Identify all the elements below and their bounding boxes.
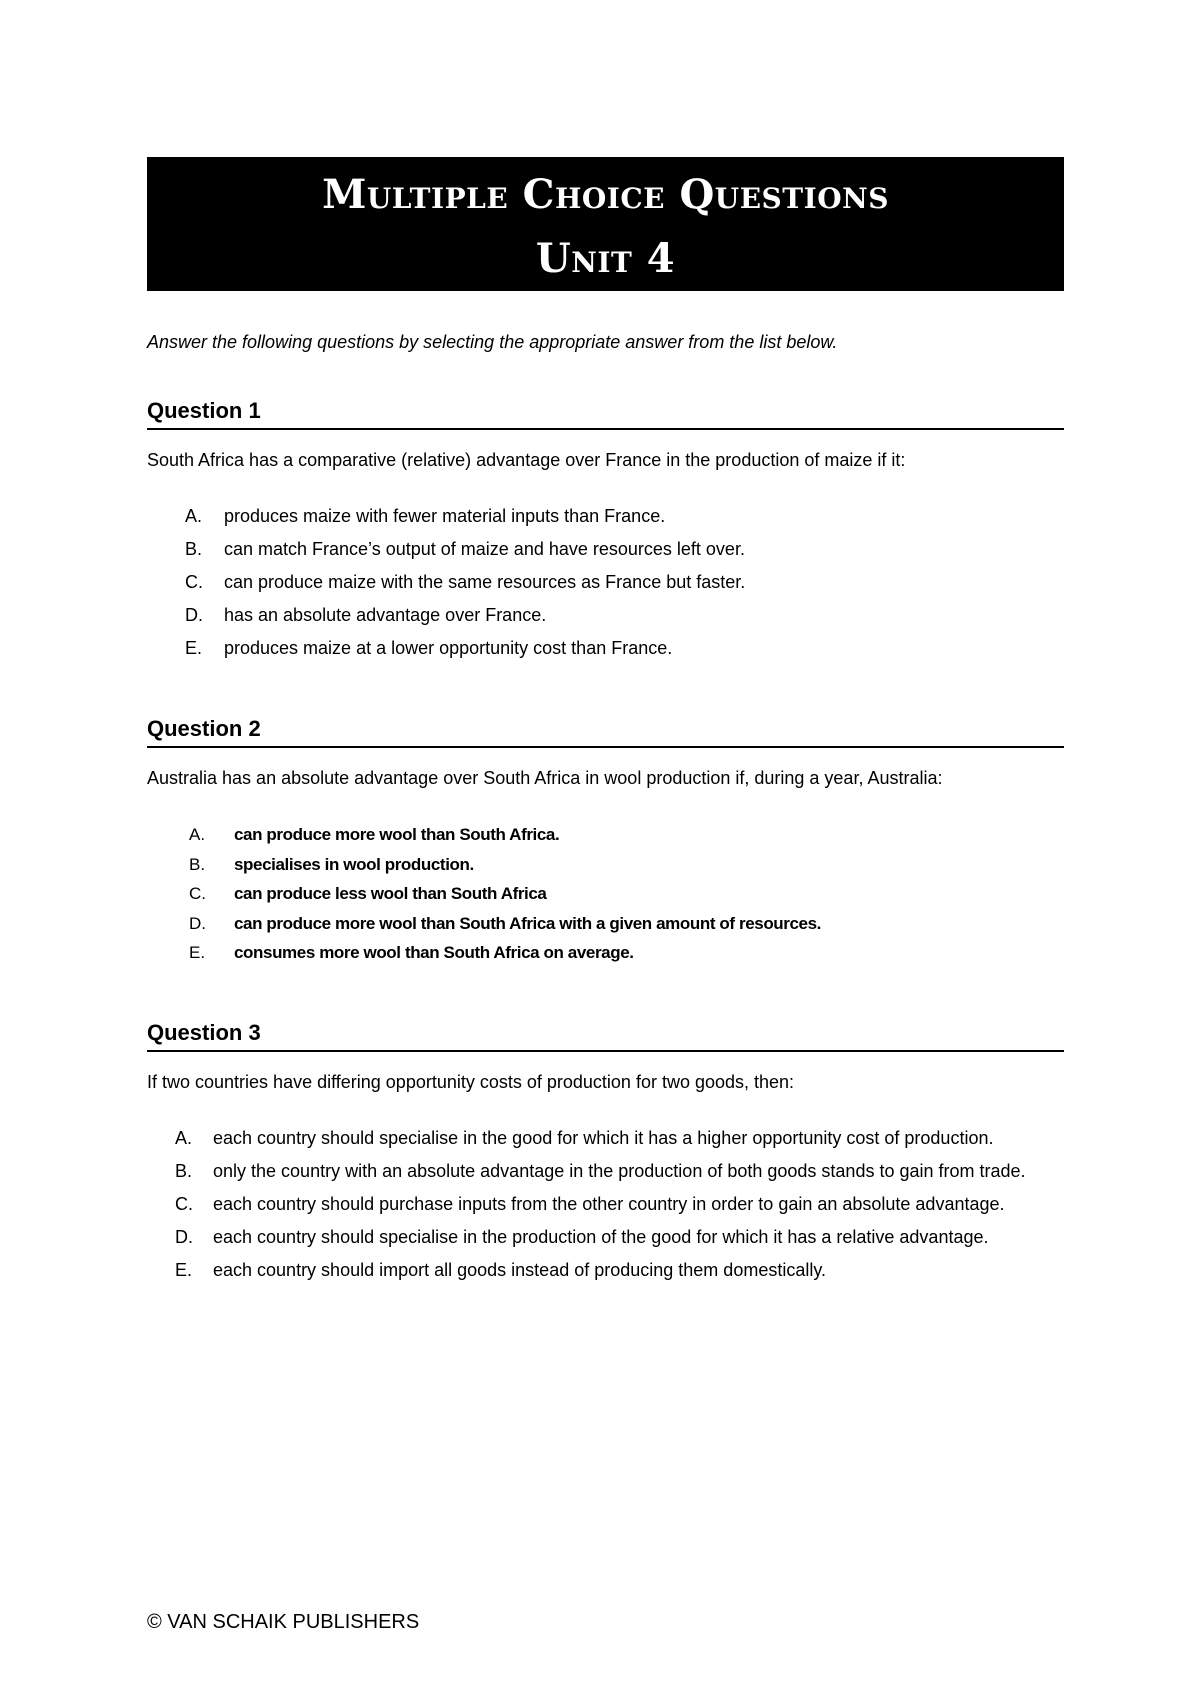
option-b — [147, 850, 1064, 880]
option-e — [147, 1254, 1064, 1287]
question-3 — [147, 1018, 1064, 1287]
option-c — [147, 1188, 1064, 1221]
option-letter: D. — [189, 913, 206, 933]
option-d — [147, 599, 1064, 632]
option-a — [147, 1122, 1064, 1155]
title-line-1: Multiple Choice Questions — [322, 171, 889, 218]
title-line-2: Unit 4 — [535, 235, 676, 282]
option-d — [147, 1221, 1064, 1254]
option-text: can match France’s output of maize and have resources left over. — [224, 539, 745, 559]
option-c — [147, 879, 1064, 909]
option-text: consumes more wool than South Africa on average. — [234, 943, 634, 962]
option-text: has an absolute advantage over France. — [224, 605, 547, 625]
option-text: each country should purchase inputs from the other country in order to gain an absolute advantage. — [213, 1194, 1005, 1214]
option-b — [147, 533, 1064, 566]
option-b — [147, 1155, 1064, 1188]
instruction-text: Answer the following questions by selecting the appropriate answer from the list below. — [147, 332, 838, 352]
option-text: can produce less wool than South Africa — [234, 884, 547, 903]
option-text: each country should specialise in the production of the good for which it has a relative advantage. — [213, 1227, 989, 1247]
option-e — [147, 938, 1064, 968]
option-letter: E. — [175, 1260, 193, 1280]
option-letter: C. — [189, 884, 206, 903]
option-list — [147, 500, 1064, 665]
question-stem: Australia has an absolute advantage over South Africa in wool production if, during a year, Australia: — [147, 768, 943, 788]
option-letter: A. — [175, 1128, 193, 1148]
option-text: can produce more wool than South Africa with a given amount of resources. — [234, 913, 821, 933]
option-list — [147, 1122, 1064, 1287]
option-letter: D. — [175, 1227, 193, 1247]
option-text: each country should import all goods instead of producing them domestically. — [213, 1260, 827, 1280]
option-letter: B. — [189, 854, 206, 874]
option-letter: C. — [185, 572, 203, 592]
option-letter: B. — [185, 539, 203, 559]
option-text: each country should specialise in the good for which it has a higher opportunity cost of production. — [213, 1128, 994, 1148]
option-text: can produce more wool than South Africa. — [234, 825, 560, 844]
option-text: can produce maize with the same resources as France but faster. — [224, 572, 746, 592]
option-letter: A. — [189, 825, 206, 844]
title-banner — [147, 157, 1064, 291]
option-letter: A. — [185, 506, 203, 526]
question-heading: Question 3 — [147, 1018, 1064, 1052]
option-letter: E. — [189, 943, 206, 962]
option-letter: C. — [175, 1194, 193, 1214]
option-a — [147, 500, 1064, 533]
question-stem: If two countries have differing opportunity costs of production for two goods, then: — [147, 1072, 795, 1092]
question-heading: Question 1 — [147, 396, 1064, 430]
footer-copyright: © VAN SCHAIK PUBLISHERS — [147, 1611, 420, 1633]
option-letter: D. — [185, 605, 203, 625]
option-list — [147, 820, 1064, 968]
option-c — [147, 566, 1064, 599]
option-text: only the country with an absolute advantage in the production of both goods stands to gain from trade. — [213, 1161, 1026, 1181]
option-text: produces maize with fewer material inputs than France. — [224, 506, 666, 526]
question-1 — [147, 396, 1064, 665]
question-stem: South Africa has a comparative (relative) advantage over France in the production of maize if it: — [147, 450, 906, 470]
option-a — [147, 820, 1064, 850]
option-d — [147, 909, 1064, 939]
option-e — [147, 632, 1064, 665]
option-text: produces maize at a lower opportunity cost than France. — [224, 638, 673, 658]
option-letter: E. — [185, 638, 203, 658]
option-text: specialises in wool production. — [234, 854, 474, 874]
question-2 — [147, 714, 1064, 968]
option-letter: B. — [175, 1161, 193, 1181]
question-heading: Question 2 — [147, 714, 1064, 748]
